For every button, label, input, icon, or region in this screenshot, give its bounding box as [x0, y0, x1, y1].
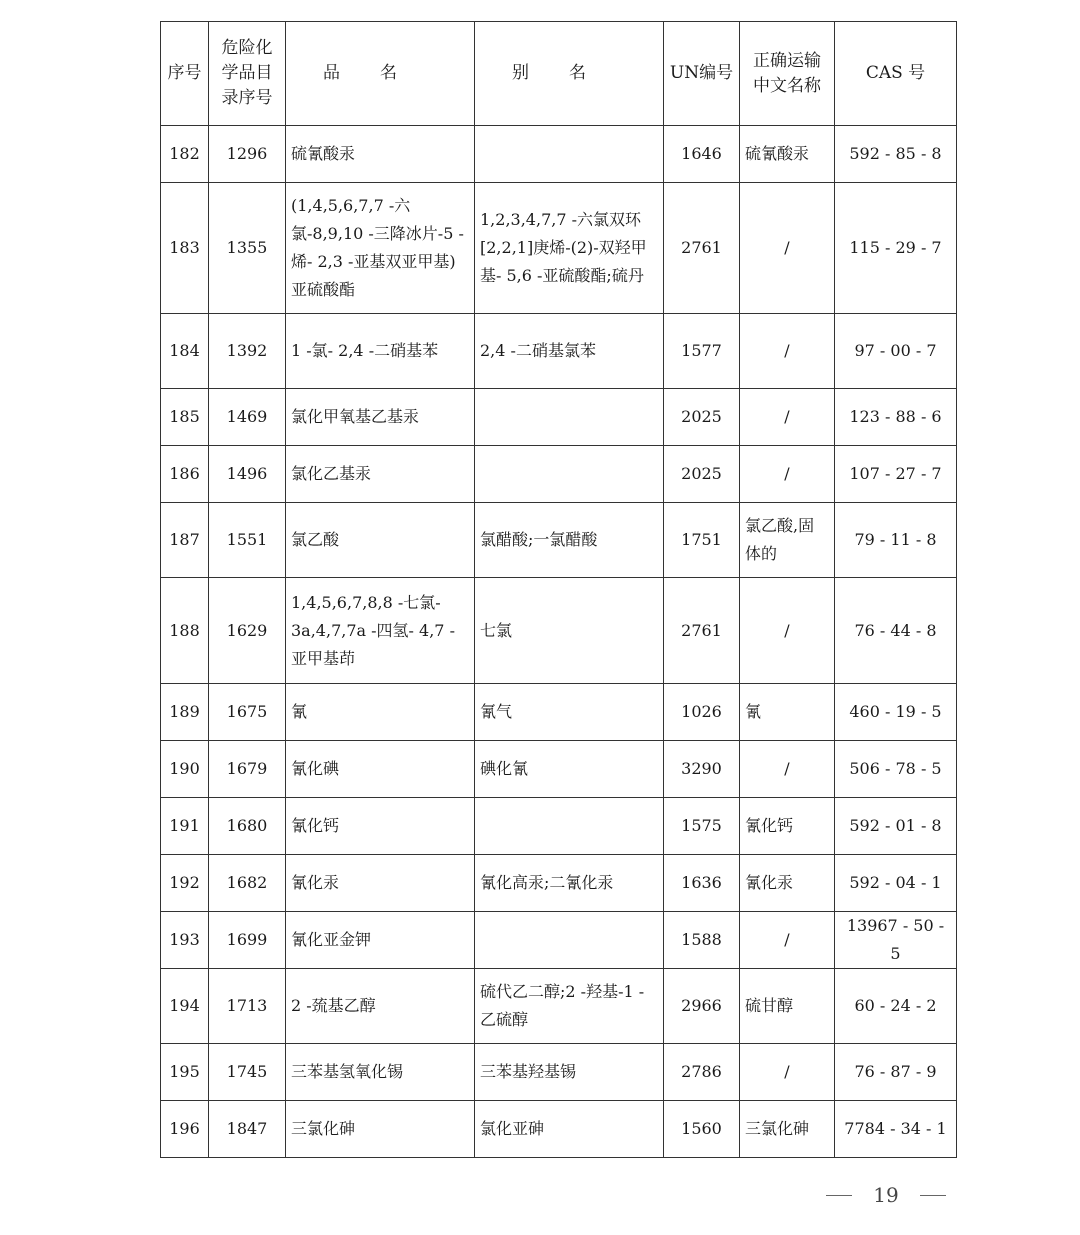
- cell-catalog: 1551: [209, 503, 286, 578]
- cell-transport: 三氯化砷: [740, 1101, 835, 1158]
- cell-catalog: 1682: [209, 855, 286, 912]
- cell-alias: [475, 446, 664, 503]
- cell-name: 氰化汞: [286, 855, 475, 912]
- cell-alias: [475, 912, 664, 969]
- cell-seq: 196: [161, 1101, 209, 1158]
- cell-name: 氯化甲氧基乙基汞: [286, 389, 475, 446]
- cell-seq: 183: [161, 183, 209, 314]
- cell-alias: 1,2,3,4,7,7 -六氯双环[2,2,1]庚烯-(2)-双羟甲基- 5,6 -亚硫酸酯;硫丹: [475, 183, 664, 314]
- cell-un: 1646: [664, 126, 740, 183]
- cell-un: 1026: [664, 684, 740, 741]
- cell-cas: 7784 - 34 - 1: [835, 1101, 957, 1158]
- table-row: [161, 912, 957, 969]
- cell-un: 1588: [664, 912, 740, 969]
- cell-un: 1751: [664, 503, 740, 578]
- cell-alias: [475, 389, 664, 446]
- cell-transport: 氯乙酸,固体的: [740, 503, 835, 578]
- cell-name: 氯化乙基汞: [286, 446, 475, 503]
- table-row: [161, 798, 957, 855]
- cell-alias: 氰化高汞;二氰化汞: [475, 855, 664, 912]
- cell-seq: 193: [161, 912, 209, 969]
- cell-seq: 184: [161, 314, 209, 389]
- cell-name: 氰化亚金钾: [286, 912, 475, 969]
- cell-un: 2966: [664, 969, 740, 1044]
- cell-transport: /: [740, 389, 835, 446]
- cell-catalog: 1745: [209, 1044, 286, 1101]
- cell-transport: /: [740, 314, 835, 389]
- cell-seq: 182: [161, 126, 209, 183]
- cell-seq: 195: [161, 1044, 209, 1101]
- cell-catalog: 1469: [209, 389, 286, 446]
- cell-name: 氰化钙: [286, 798, 475, 855]
- cell-name: 硫氰酸汞: [286, 126, 475, 183]
- cell-un: 2025: [664, 389, 740, 446]
- cell-transport: /: [740, 578, 835, 684]
- cell-catalog: 1675: [209, 684, 286, 741]
- header-un: UN编号: [664, 22, 740, 126]
- cell-cas: 460 - 19 - 5: [835, 684, 957, 741]
- table-row: [161, 684, 957, 741]
- cell-name: 三苯基氢氧化锡: [286, 1044, 475, 1101]
- table-row: [161, 183, 957, 314]
- table-row: [161, 503, 957, 578]
- cell-cas: 592 - 85 - 8: [835, 126, 957, 183]
- footer-dash-right: [920, 1195, 946, 1196]
- cell-catalog: 1496: [209, 446, 286, 503]
- cell-transport: 氰化汞: [740, 855, 835, 912]
- cell-cas: 592 - 01 - 8: [835, 798, 957, 855]
- table-row: [161, 389, 957, 446]
- cell-cas: 123 - 88 - 6: [835, 389, 957, 446]
- cell-cas: 107 - 27 - 7: [835, 446, 957, 503]
- cell-un: 1575: [664, 798, 740, 855]
- cell-catalog: 1680: [209, 798, 286, 855]
- cell-transport: 氰: [740, 684, 835, 741]
- cell-name: (1,4,5,6,7,7 -六氯-8,9,10 -三降冰片-5 -烯- 2,3 -亚基双亚甲基)亚硫酸酯: [286, 183, 475, 314]
- cell-un: 3290: [664, 741, 740, 798]
- cell-un: 1577: [664, 314, 740, 389]
- cell-alias: 七氯: [475, 578, 664, 684]
- cell-cas: 76 - 44 - 8: [835, 578, 957, 684]
- cell-seq: 192: [161, 855, 209, 912]
- cell-un: 2786: [664, 1044, 740, 1101]
- cell-cas: 592 - 04 - 1: [835, 855, 957, 912]
- cell-seq: 191: [161, 798, 209, 855]
- header-catalog: 危险化学品目录序号: [209, 22, 286, 126]
- cell-alias: 2,4 -二硝基氯苯: [475, 314, 664, 389]
- cell-cas: 76 - 87 - 9: [835, 1044, 957, 1101]
- header-alias: 别名: [475, 22, 664, 126]
- cell-name: 氰化碘: [286, 741, 475, 798]
- cell-seq: 186: [161, 446, 209, 503]
- cell-transport: /: [740, 446, 835, 503]
- cell-name: 氰: [286, 684, 475, 741]
- header-cas: CAS 号: [835, 22, 957, 126]
- cell-catalog: 1296: [209, 126, 286, 183]
- cell-name: 氯乙酸: [286, 503, 475, 578]
- header-seq: 序号: [161, 22, 209, 126]
- table-row: [161, 969, 957, 1044]
- cell-alias: 硫代乙二醇;2 -羟基-1 -乙硫醇: [475, 969, 664, 1044]
- cell-cas: 13967 - 50 - 5: [835, 912, 957, 969]
- cell-name: 三氯化砷: [286, 1101, 475, 1158]
- cell-seq: 187: [161, 503, 209, 578]
- cell-alias: [475, 798, 664, 855]
- page-footer: [826, 1180, 946, 1210]
- cell-seq: 194: [161, 969, 209, 1044]
- table-row: [161, 126, 957, 183]
- table-row: [161, 578, 957, 684]
- cell-alias: 碘化氰: [475, 741, 664, 798]
- cell-name: 1,4,5,6,7,8,8 -七氯- 3a,4,7,7a -四氢- 4,7 -亚甲基茚: [286, 578, 475, 684]
- cell-cas: 97 - 00 - 7: [835, 314, 957, 389]
- cell-cas: 79 - 11 - 8: [835, 503, 957, 578]
- cell-catalog: 1629: [209, 578, 286, 684]
- table-row: [161, 741, 957, 798]
- cell-seq: 190: [161, 741, 209, 798]
- footer-dash-left: [826, 1195, 852, 1196]
- header-row: [161, 22, 957, 126]
- header-name: 品名: [286, 22, 475, 126]
- cell-catalog: 1355: [209, 183, 286, 314]
- table-row: [161, 314, 957, 389]
- table-row: [161, 855, 957, 912]
- table-row: [161, 1101, 957, 1158]
- cell-seq: 188: [161, 578, 209, 684]
- cell-cas: 506 - 78 - 5: [835, 741, 957, 798]
- header-transport: 正确运输中文名称: [740, 22, 835, 126]
- cell-alias: 氰气: [475, 684, 664, 741]
- cell-un: 2025: [664, 446, 740, 503]
- chemicals-table: [160, 21, 957, 1158]
- cell-transport: /: [740, 183, 835, 314]
- cell-un: 1560: [664, 1101, 740, 1158]
- cell-alias: 氯醋酸;一氯醋酸: [475, 503, 664, 578]
- cell-un: 2761: [664, 183, 740, 314]
- cell-catalog: 1392: [209, 314, 286, 389]
- cell-transport: /: [740, 741, 835, 798]
- cell-seq: 189: [161, 684, 209, 741]
- cell-catalog: 1847: [209, 1101, 286, 1158]
- cell-name: 1 -氯- 2,4 -二硝基苯: [286, 314, 475, 389]
- cell-alias: 三苯基羟基锡: [475, 1044, 664, 1101]
- cell-name: 2 -巯基乙醇: [286, 969, 475, 1044]
- cell-transport: 硫氰酸汞: [740, 126, 835, 183]
- cell-alias: [475, 126, 664, 183]
- cell-cas: 60 - 24 - 2: [835, 969, 957, 1044]
- cell-transport: /: [740, 912, 835, 969]
- cell-alias: 氯化亚砷: [475, 1101, 664, 1158]
- table-row: [161, 1044, 957, 1101]
- cell-un: 1636: [664, 855, 740, 912]
- table-row: [161, 446, 957, 503]
- cell-catalog: 1679: [209, 741, 286, 798]
- page-number: 19: [873, 1183, 899, 1207]
- cell-catalog: 1699: [209, 912, 286, 969]
- cell-seq: 185: [161, 389, 209, 446]
- cell-un: 2761: [664, 578, 740, 684]
- cell-catalog: 1713: [209, 969, 286, 1044]
- cell-cas: 115 - 29 - 7: [835, 183, 957, 314]
- cell-transport: /: [740, 1044, 835, 1101]
- cell-transport: 硫甘醇: [740, 969, 835, 1044]
- cell-transport: 氰化钙: [740, 798, 835, 855]
